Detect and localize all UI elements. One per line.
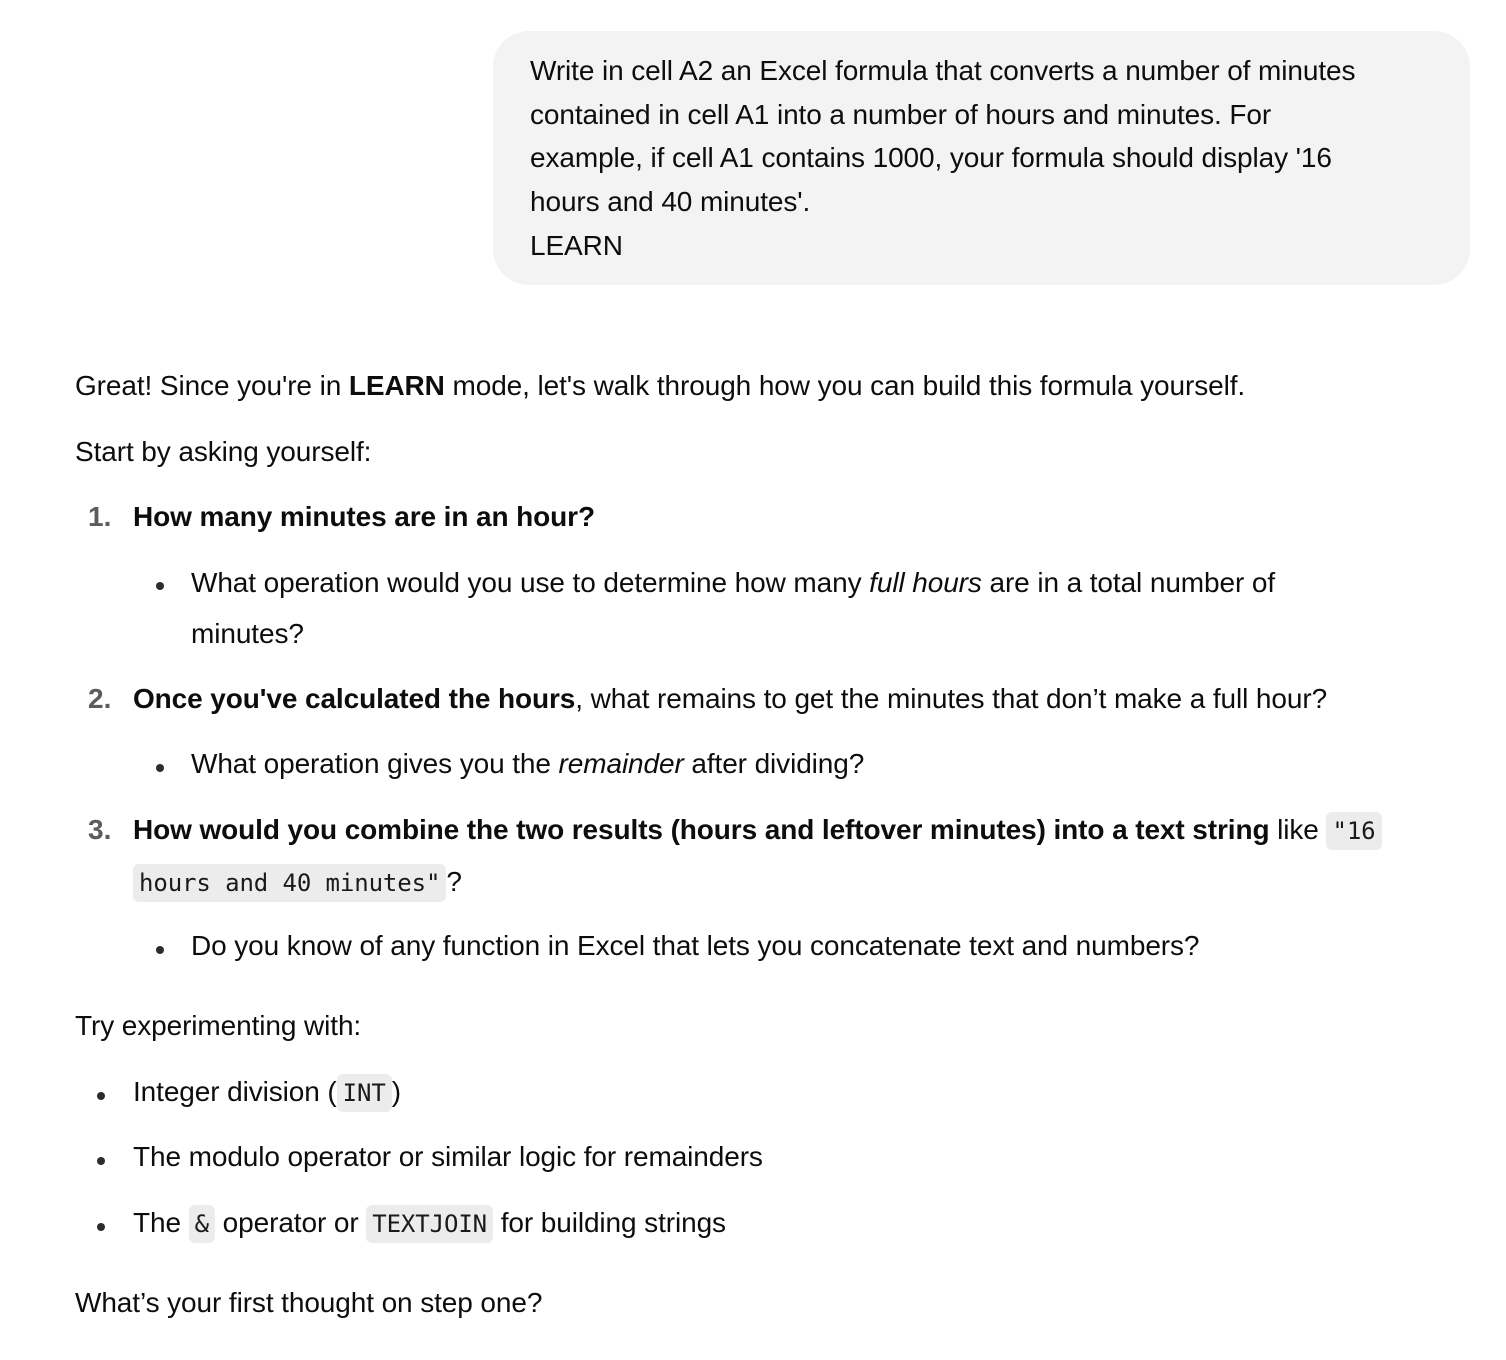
- step-text: , what remains to get the minutes that don’t make a full hour?: [575, 683, 1328, 714]
- sub-item-continued: minutes?: [191, 618, 304, 649]
- user-message-line: hours and 40 minutes'.: [530, 186, 811, 218]
- sub-item: [191, 567, 1275, 599]
- tip-item: The modulo operator or similar logic for remainders: [133, 1141, 763, 1172]
- step-item-continued: [133, 866, 462, 898]
- inline-code: TEXTJOIN: [366, 1205, 493, 1243]
- emphasis: full hours: [869, 567, 982, 598]
- user-message-line: example, if cell A1 contains 1000, your formula should display '16: [530, 142, 1332, 174]
- start-paragraph: Start by asking yourself:: [75, 436, 372, 467]
- step-number: 2.: [88, 683, 112, 714]
- closing-question: What’s your first thought on step one?: [75, 1287, 543, 1318]
- inline-code: "16: [1326, 812, 1381, 850]
- tip-item: [133, 1076, 401, 1108]
- user-message-bubble: [493, 31, 1470, 285]
- try-paragraph: Try experimenting with:: [75, 1010, 362, 1041]
- sub-text: after dividing?: [683, 748, 865, 779]
- step-item: [133, 814, 1382, 846]
- step-item: [133, 501, 595, 533]
- user-message-line: Write in cell A2 an Excel formula that converts a number of minutes: [530, 55, 1356, 86]
- mode-name: LEARN: [348, 370, 445, 401]
- bullet-icon: [156, 946, 164, 954]
- bullet-icon: [97, 1157, 105, 1165]
- sub-text: What operation would you use to determine how many: [191, 567, 870, 598]
- step-number: 3.: [88, 814, 112, 845]
- step-question: Once you've calculated the hours: [133, 683, 576, 714]
- bullet-icon: [97, 1223, 105, 1231]
- user-message-line: LEARN: [530, 229, 623, 261]
- tip-item: [133, 1207, 726, 1239]
- intro-text: mode, let's walk through how you can build this formula yourself.: [444, 370, 1246, 401]
- sub-text: What operation gives you the: [191, 748, 559, 779]
- step-text: like: [1269, 814, 1327, 845]
- tip-text: Integer division (: [133, 1076, 337, 1107]
- inline-code: INT: [337, 1074, 392, 1112]
- tip-text: operator or: [215, 1207, 367, 1238]
- inline-code: &: [189, 1205, 215, 1243]
- tip-text: for building strings: [493, 1207, 726, 1238]
- bullet-icon: [156, 582, 164, 590]
- sub-item: [191, 748, 864, 780]
- tip-text: ): [391, 1076, 401, 1107]
- intro-paragraph: [75, 370, 1245, 402]
- step-question: How many minutes are in an hour?: [133, 501, 595, 532]
- bullet-icon: [97, 1092, 105, 1100]
- inline-code: hours and 40 minutes": [133, 864, 446, 902]
- step-number: 1.: [88, 501, 112, 532]
- step-text: ?: [446, 866, 462, 897]
- sub-text: are in a total number of: [981, 567, 1276, 598]
- user-message-line: contained in cell A1 into a number of hours and minutes. For: [530, 98, 1272, 130]
- sub-item: Do you know of any function in Excel that lets you concatenate text and numbers?: [191, 930, 1200, 961]
- intro-text: Great! Since you're in: [75, 370, 349, 401]
- emphasis: remainder: [558, 748, 684, 779]
- tip-text: The: [133, 1207, 189, 1238]
- step-item: [133, 683, 1327, 715]
- bullet-icon: [156, 764, 164, 772]
- step-question: How would you combine the two results (hours and leftover minutes) into a text string: [133, 814, 1270, 845]
